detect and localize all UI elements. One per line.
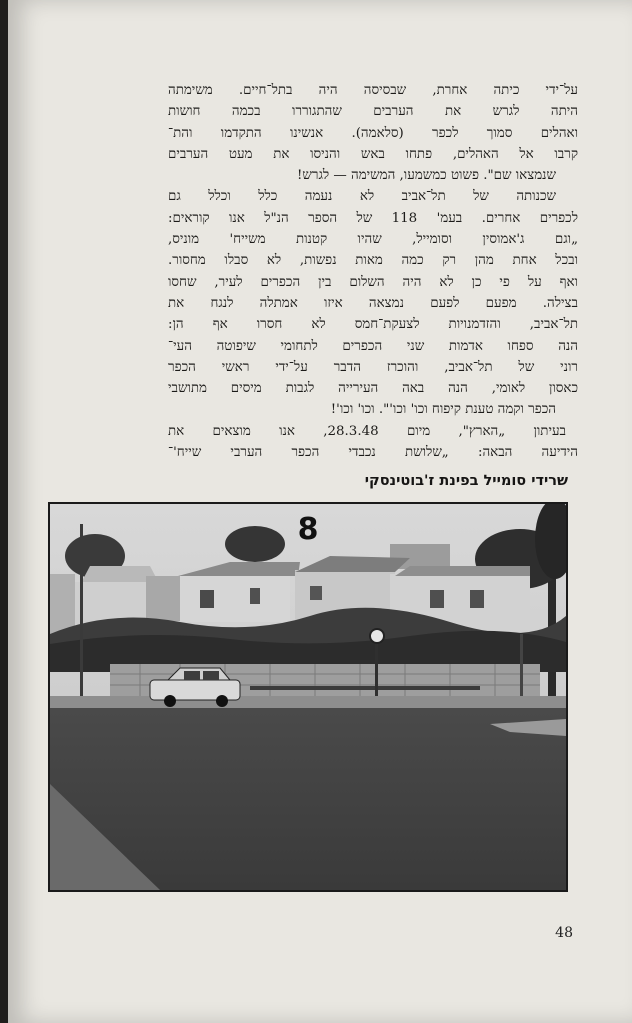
- text-line: ובכל אחת מהן רק כמה מאות נפשות, לא סבלו מחסור.: [168, 253, 578, 269]
- text-line: לכפרים אחרים. בעמ' 118 של הספר הנ"ל אנו קוראים:: [168, 210, 578, 226]
- text-line: רוני של תל־אביב, והוכרז הדבר על־ידי ראשי הכפר: [168, 359, 578, 375]
- photo-caption: שרידי סומייל בפינת ז'בוטינסקי: [364, 473, 568, 489]
- text-line: היתה לגרש את הערבים שהתגוררו בכמה חושות: [168, 104, 578, 120]
- book-page: [8, 0, 632, 1023]
- text-line: הכפר וקמה טענת קיפוח וכו' וכו'". וכו' וכו'!: [330, 402, 556, 418]
- text-line: תל־אביב, והזדמנויות לצעקת־חמס לא חסרו אף הן:: [168, 317, 578, 333]
- text-line: ואף על פי כן לא היה השלום בין הכפרים לעיר, שחסו: [168, 274, 578, 290]
- text-line: הנה ספחו אדמות שני הכפרים לתחומי שיפוטה העי־: [168, 338, 578, 354]
- text-line: שנמצאו שם". פשוט כמשמעו, המשימה — לגרש!: [297, 168, 556, 184]
- text-line: הידיעה הבאה: „שלושת נכבדי הכפר הערבי שייח'־: [168, 445, 578, 461]
- photo-illustration: [50, 504, 566, 890]
- body-text: [168, 80, 578, 463]
- text-line: קרבו אל האהלים, פתחו באש והניסו את מעט הערבים: [168, 146, 578, 162]
- text-line: „וגם ג'אמוסין וסומייל, שהיו קטנות משייח' מוניס,: [168, 232, 578, 248]
- text-line: ואהלים סמוך לכפר (סלאמה). אנשינו התקדמו והת־: [168, 125, 578, 141]
- page-number: 48: [555, 925, 573, 941]
- text-line: כאסון לאומי, הנה באה העירייה לגבות מיסים מתושבי: [168, 381, 578, 397]
- photo-number: 8: [297, 512, 319, 547]
- photograph: [48, 502, 568, 892]
- text-line: שכנותה של תל־אביב לא נעמה כלל וכלל גם: [168, 189, 556, 205]
- text-line: בצילה. מפעם לפעם נמצאה איזו אמתלה לנגח את: [168, 295, 578, 311]
- text-line: על־ידי כיתה אחרת, שבסיסה היה בתל־חיים. משימתה: [168, 83, 578, 98]
- text-line: בעיתון „הארץ", מיום 28.3.48, אנו מוצאים את: [168, 423, 566, 439]
